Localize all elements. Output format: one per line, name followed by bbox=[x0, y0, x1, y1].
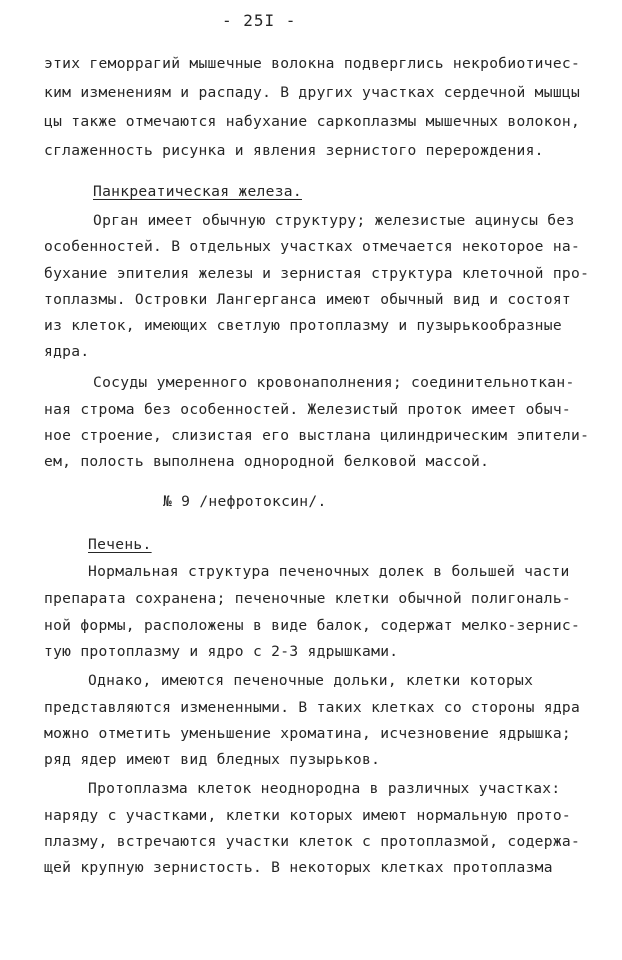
text-line: ем, полость выполнена однородной белковой массой. bbox=[44, 453, 490, 470]
text-line: ядра. bbox=[44, 343, 90, 360]
text-line: тую протоплазму и ядро с 2-3 ядрышками. bbox=[44, 643, 399, 660]
text-line: Однако, имеются печеночные дольки, клетки которых bbox=[88, 672, 534, 689]
case-heading: № 9 /нефротоксин/. bbox=[163, 493, 327, 510]
text-line: этих геморрагий мышечные волокна подверглись некробиотичес- bbox=[44, 55, 581, 72]
text-line: сглаженность рисунка и явления зернистого перерождения. bbox=[44, 142, 544, 159]
text-line: ким изменениям и распаду. В других участках сердечной мышцы bbox=[44, 84, 581, 101]
text-line: цы также отмечаются набухание саркоплазмы мышечных волокон, bbox=[44, 113, 581, 130]
text-line: топлазмы. Островки Лангерганса имеют обычный вид и состоят bbox=[44, 291, 571, 308]
page-number: - 25I - bbox=[222, 11, 297, 30]
text-line: препарата сохранена; печеночные клетки обычной полигональ- bbox=[44, 590, 571, 607]
text-line: ряд ядер имеют вид бледных пузырьков. bbox=[44, 751, 381, 768]
text-line: Сосуды умеренного кровонаполнения; соединительноткан- bbox=[93, 374, 575, 391]
section-heading: Печень. bbox=[88, 536, 152, 553]
text-line: особенностей. В отдельных участках отмечается некоторое на- bbox=[44, 238, 581, 255]
text-line: наряду с участками, клетки которых имеют нормальную прото- bbox=[44, 807, 571, 824]
text-line: ное строение, слизистая его выстлана цилиндрическим эпители- bbox=[44, 427, 590, 444]
section-heading: Панкреатическая железа. bbox=[93, 183, 302, 200]
text-line: можно отметить уменьшение хроматина, исчезновение ядрышка; bbox=[44, 725, 571, 742]
text-line: из клеток, имеющих светлую протоплазму и пузырькообразные bbox=[44, 317, 562, 334]
text-line: представляются измененными. В таких клетках со стороны ядра bbox=[44, 699, 581, 716]
text-line: бухание эпителия железы и зернистая структура клеточной про- bbox=[44, 265, 590, 282]
text-line: ной формы, расположены в виде балок, содержат мелко-зернис- bbox=[44, 617, 581, 634]
text-line: Орган имеет обычную структуру; железистые ацинусы без bbox=[93, 212, 575, 229]
text-line: щей крупную зернистость. В некоторых клетках протоплазма bbox=[44, 859, 553, 876]
text-line: ная строма без особенностей. Железистый проток имеет обыч- bbox=[44, 401, 571, 418]
text-line: Нормальная структура печеночных долек в большей части bbox=[88, 563, 570, 580]
text-line: Протоплазма клеток неоднородна в различных участках: bbox=[88, 780, 561, 797]
text-line: плазму, встречаются участки клеток с протоплазмой, содержа- bbox=[44, 833, 581, 850]
